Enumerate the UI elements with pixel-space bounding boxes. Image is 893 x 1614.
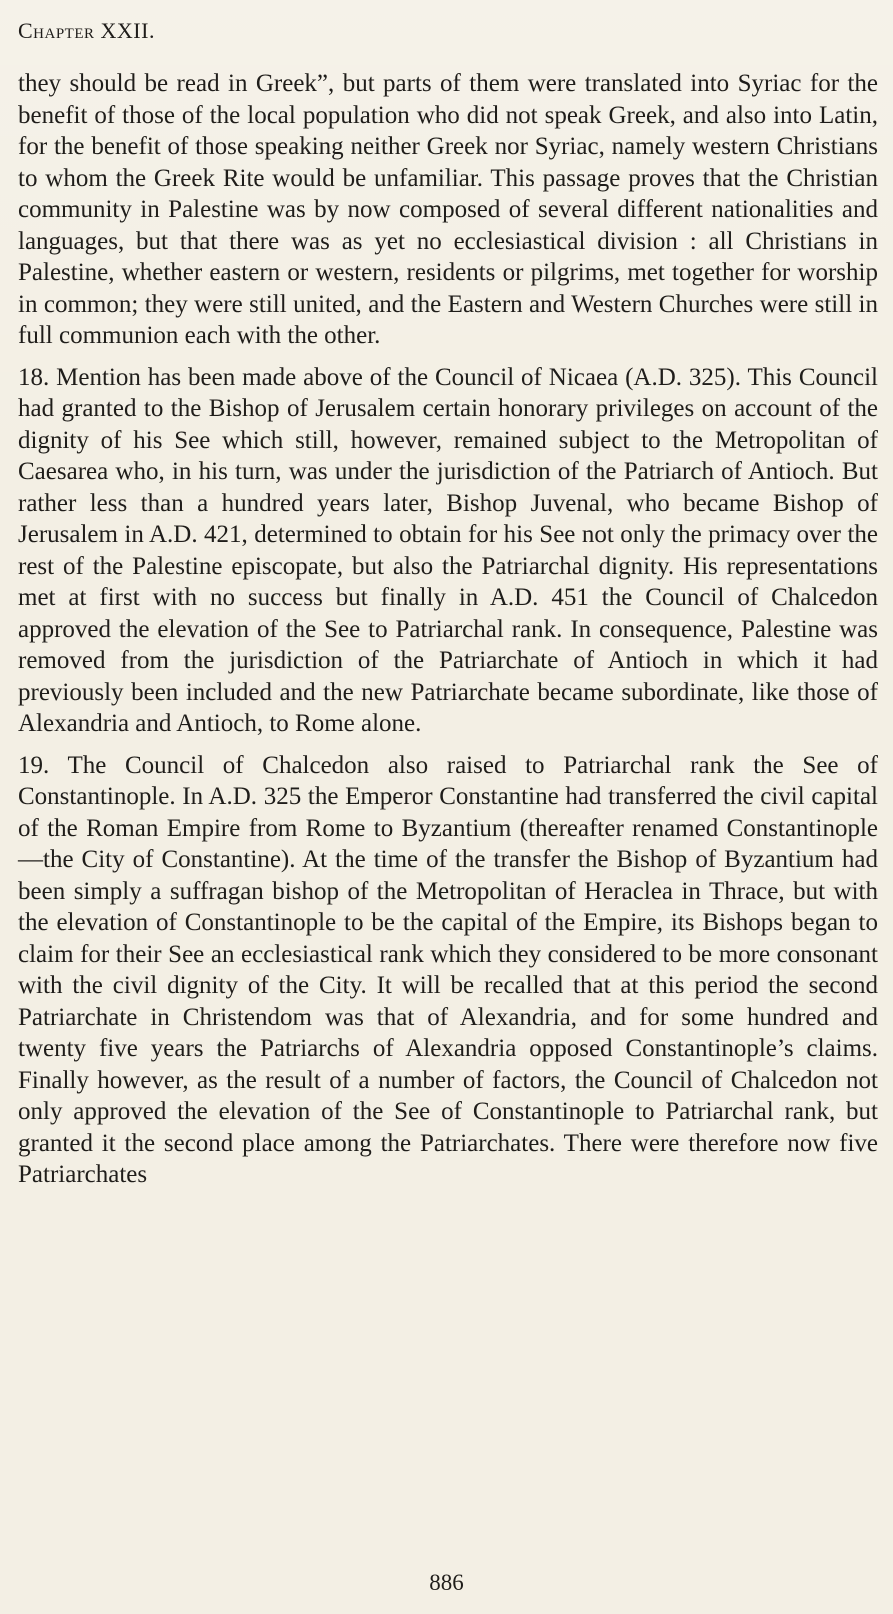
paragraph-18: 18. Mention has been made above of the Council of Nicaea (A.D. 325). This Council had granted to the Bishop of Jerusalem certain honorary privileges on account of the dignity of his See which still, however, remained subject to the Metropolitan of Caesarea who, in his turn, was under the jurisdiction of the Patriarch of Antioch. But rather less than a hundred years later, Bishop Juvenal, who became Bishop of Jerusalem in A.D. 421, determined to obtain for his See not only the primacy over the rest of the Palestine episcopate, but also the Patriarchal dignity. His representations met at first with no success but finally in A.D. 451 the Council of Chalcedon approved the elevation of the See to Patriarchal rank. In consequence, Palestine was removed from the jurisdiction of the Patriarchate of Antioch in which it had previously been included and the new Patriarchate became subordinate, like those of Alexandria and Antioch, to Rome alone. — [18, 363, 878, 737]
paragraph-continuation: they should be read in Greek”, but parts of them were translated into Syriac for the benefit of those of the local population who did not speak Greek, and also into Latin, for the benefit of those speaking neither Greek nor Syriac, namely western Christians to whom the Greek Rite would be unfamiliar. This passage proves that the Christian community in Palestine was by now composed of several different nationalities and languages, but that there was as yet no ecclesiastical division : all Christians in Palestine, whether eastern or western, residents or pilgrims, met together for worship in common; they were still united, and the Eastern and Western Churches were still in full communion each with the other. — [18, 70, 878, 349]
paragraph-19: 19. The Council of Chalcedon also raised to Patriarchal rank the See of Constantinople. In A.D. 325 the Emperor Constantine had transferred the civil capital of the Roman Empire from Rome to Byzantium (thereafter renamed Constantinople—the City of Constantine). At the time of the transfer the Bishop of Byzantium had been simply a suffragan bishop of the Metropolitan of Heraclea in Thrace, but with the elevation of Constantinople to be the capital of the Empire, its Bishops began to claim for their See an ecclesiastical rank which they considered to be more consonant with the civil dignity of the City. It will be recalled that at this period the second Patriarchate in Christendom was that of Alexandria, and for some hundred and twenty five years the Patriarchs of Alexandria opposed Constantinople’s claims. Finally however, as the result of a number of factors, the Council of Chalcedon not only approved the elevation of the See of Constantinople to Patriarchal rank, but granted it the second place among the Patriarchates. There were therefore now five Patriarchates — [18, 751, 878, 1188]
page-number: 886 — [429, 1570, 464, 1595]
chapter-heading: Chapter XXII. — [18, 18, 155, 43]
body-text — [18, 68, 878, 1191]
